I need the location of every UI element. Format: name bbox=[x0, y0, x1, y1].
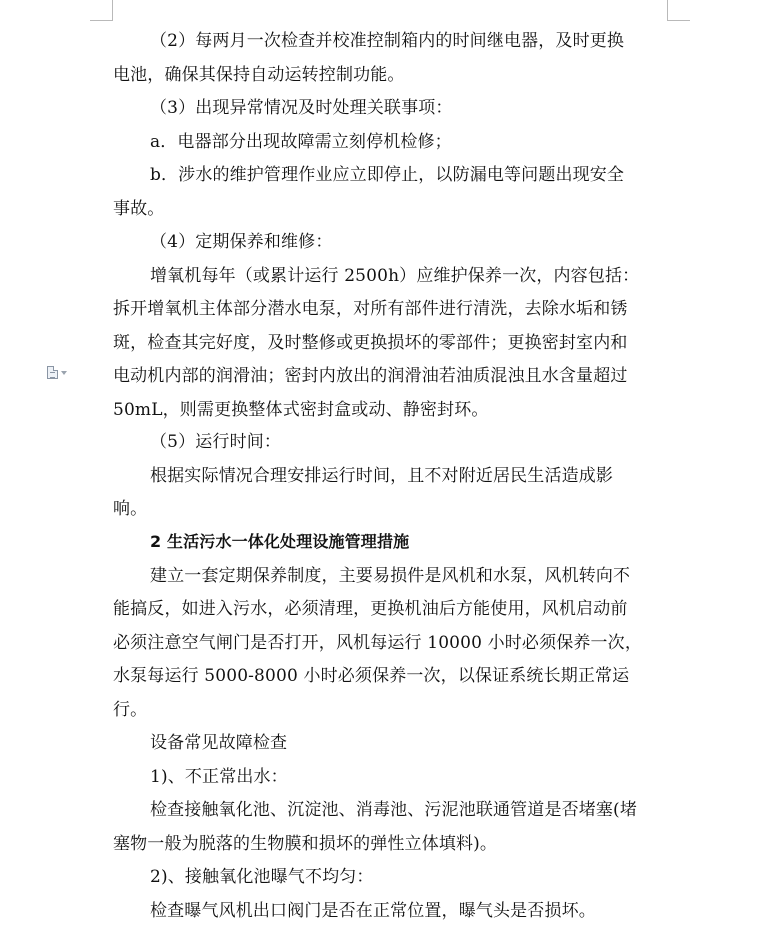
text-line: 建立一套定期保养制度，主要易损件是风机和水泵，风机转向不 bbox=[150, 566, 631, 586]
text-line: 电池，确保其保持自动运转控制功能。 bbox=[113, 65, 405, 85]
page-corner-top-right bbox=[667, 0, 690, 21]
chevron-down-icon bbox=[61, 371, 67, 375]
text-line: 1)、不正常出水： bbox=[150, 767, 288, 787]
text-line: 设备常见故障检查 bbox=[150, 733, 288, 753]
text-line: 增氧机每年（或累计运行 2500h）应维护保养一次，内容包括： bbox=[150, 266, 640, 286]
text-line: （3）出现异常情况及时处理关联事项： bbox=[150, 98, 453, 118]
document-icon bbox=[47, 366, 58, 379]
text-line: 50mL，则需更换整体式密封盒或动、静密封环。 bbox=[113, 400, 489, 420]
text-line: 响。 bbox=[113, 499, 148, 519]
text-line: 必须注意空气闸门是否打开，风机每运行 10000 小时必须保养一次， bbox=[113, 633, 642, 653]
text-line: b．涉水的维护管理作业应立即停止，以防漏电等问题出现安全 bbox=[150, 165, 625, 185]
text-line: （4）定期保养和维修： bbox=[150, 232, 333, 252]
text-line: 事故。 bbox=[113, 199, 165, 219]
text-line: a．电器部分出现故障需立刻停机检修； bbox=[150, 132, 452, 152]
text-line: 2)、接触氧化池曝气不均匀： bbox=[150, 867, 374, 887]
text-line: 水泵每运行 5000-8000 小时必须保养一次，以保证系统长期正常运 bbox=[113, 666, 630, 686]
section-heading: 2 生活污水一体化处理设施管理措施 bbox=[150, 532, 410, 551]
text-line: （5）运行时间： bbox=[150, 432, 282, 452]
text-line: 斑，检查其完好度，及时整修或更换损坏的零部件；更换密封室内和 bbox=[113, 333, 628, 353]
text-line: 检查曝气风机出口阀门是否在正常位置，曝气头是否损坏。 bbox=[150, 901, 596, 921]
text-line: 行。 bbox=[113, 700, 148, 720]
text-line: 根据实际情况合理安排运行时间，且不对附近居民生活造成影 bbox=[150, 466, 614, 486]
paragraph-options-button[interactable] bbox=[47, 364, 71, 380]
text-line: 检查接触氧化池、沉淀池、消毒池、污泥池联通管道是否堵塞(堵 bbox=[150, 800, 637, 820]
text-line: 电动机内部的润滑油；密封内放出的润滑油若油质混浊且水含量超过 bbox=[113, 366, 628, 386]
page-corner-top-left bbox=[90, 0, 113, 21]
text-line: 能搞反，如进入污水，必须清理，更换机油后方能使用，风机启动前 bbox=[113, 599, 628, 619]
text-line: （2）每两月一次检查并校准控制箱内的时间继电器，及时更换 bbox=[150, 31, 625, 51]
text-line: 塞物一般为脱落的生物膜和损坏的弹性立体填料)。 bbox=[113, 834, 498, 854]
text-line: 拆开增氧机主体部分潜水电泵，对所有部件进行清洗，去除水垢和锈 bbox=[113, 299, 628, 319]
